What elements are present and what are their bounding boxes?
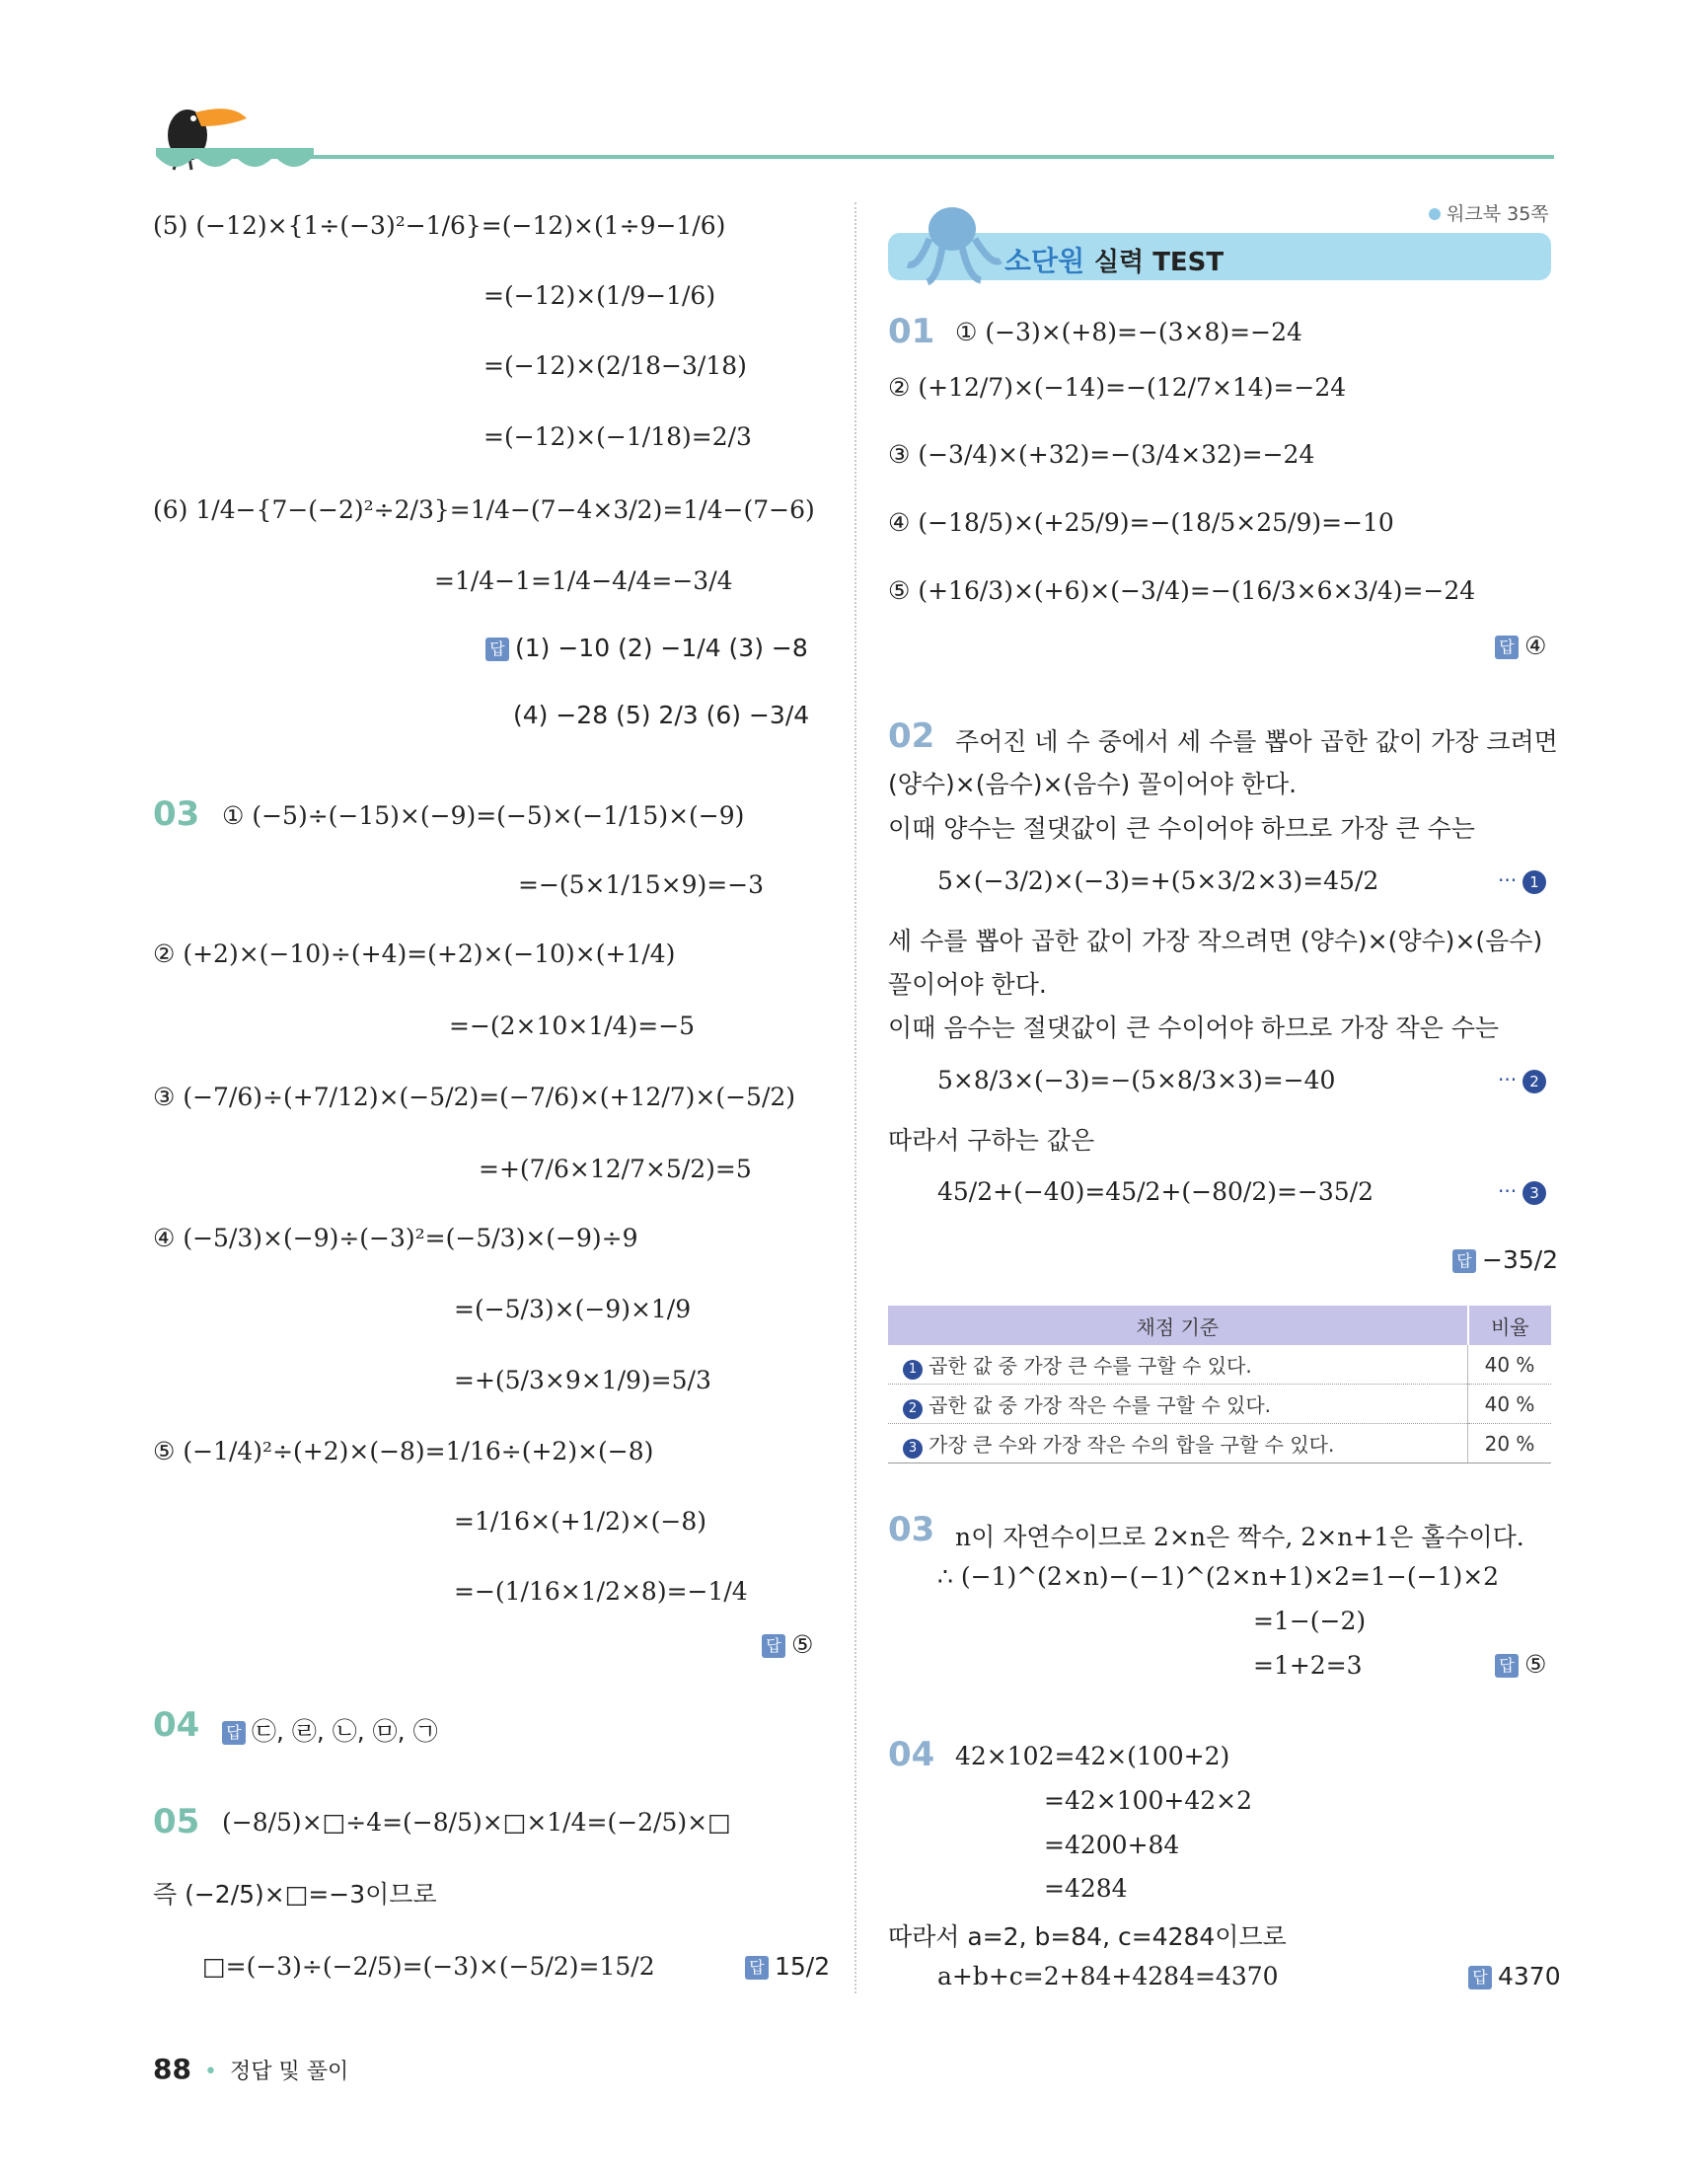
r-q02-text-4: 세 수를 뽑아 곱한 값이 가장 작으려면 (양수)×(양수)×(음수) <box>888 927 1543 955</box>
section-title-ko: 소단원 <box>1004 245 1085 277</box>
step-marker-icon: 1 <box>903 1360 923 1380</box>
step-marker-1: ··· 1 <box>1498 868 1546 894</box>
q05-number: 05 <box>153 1802 200 1841</box>
q03-line-5: ③ (−7/6)÷(+7/12)×(−5/2)=(−7/6)×(+12/7)×(−5/2) <box>153 1083 796 1111</box>
p6-line-2: =1/4−1=1/4−4/4=−3/4 <box>434 566 733 595</box>
q03-line-7: ④ (−5/3)×(−9)÷(−3)²=(−5/3)×(−9)÷9 <box>153 1224 638 1252</box>
page-footer <box>153 2053 348 2085</box>
r-q02-text-5: 꼴이어야 한다. <box>888 970 1047 999</box>
r-q02-text-2: (양수)×(음수)×(음수) 꼴이어야 한다. <box>888 770 1298 798</box>
r-q02-number: 02 <box>888 716 935 756</box>
footer-label: 정답 및 풀이 <box>229 2060 349 2084</box>
r-q04-line-6: a+b+c=2+84+4284=4370 <box>937 1962 1279 1990</box>
r-q02-eq-1: 5×(−3/2)×(−3)=+(5×3/2×3)=45/2 <box>937 866 1379 895</box>
scoring-criteria-table <box>888 1306 1551 1463</box>
answer-mark-icon: 답 <box>1495 1654 1519 1678</box>
r-q01-line-1: ① (−3)×(+8)=−(3×8)=−24 <box>955 318 1302 346</box>
q04-number: 04 <box>153 1705 200 1745</box>
step-marker-2: ··· 2 <box>1498 1068 1546 1093</box>
q03-line-3: ② (+2)×(−10)÷(+4)=(+2)×(−10)×(+1/4) <box>153 939 676 968</box>
r-q01-line-2: ② (+12/7)×(−14)=−(12/7×14)=−24 <box>888 373 1347 402</box>
r-q01-number: 01 <box>888 312 935 351</box>
criteria-text: 가장 큰 수와 가장 작은 수의 합을 구할 수 있다. <box>928 1432 1335 1457</box>
answer-text: −35/2 <box>1482 1245 1559 1274</box>
r-q04-line-3: =4200+84 <box>1044 1831 1180 1859</box>
q05-line-1: (−8/5)×□÷4=(−8/5)×□×1/4=(−2/5)×□ <box>222 1808 731 1837</box>
answer-text: ⑤ <box>791 1630 814 1659</box>
table-row <box>888 1345 1551 1385</box>
r-q02-text-6: 이때 음수는 절댓값이 큰 수이어야 하므로 가장 작은 수는 <box>888 1013 1500 1042</box>
q03-number: 03 <box>153 794 200 834</box>
r-q03-line-2: ∴ (−1)^(2×n)−(−1)^(2×n+1)×2=1−(−1)×2 <box>937 1562 1500 1591</box>
footer-bullet-icon: • <box>203 2060 217 2084</box>
criteria-header: 채점 기준 <box>888 1306 1468 1345</box>
r-q01-line-4: ④ (−18/5)×(+25/9)=−(18/5×25/9)=−10 <box>888 508 1394 537</box>
answer-text: 4370 <box>1498 1962 1561 1990</box>
q05-line-3: □=(−3)÷(−2/5)=(−3)×(−5/2)=15/2 <box>202 1952 655 1981</box>
r-q03-line-4: =1+2=3 <box>1253 1651 1363 1680</box>
r-q02-text-1: 주어진 네 수 중에서 세 수를 뽑아 곱한 값이 가장 크려면 <box>955 727 1558 756</box>
answer-mark-icon: 답 <box>485 638 509 661</box>
r-q04-answer <box>1468 1962 1561 1990</box>
bullet-icon <box>1429 208 1441 220</box>
r-q03-answer <box>1495 1650 1546 1679</box>
column-divider <box>854 202 856 1993</box>
q03-answer <box>762 1630 813 1659</box>
header-rule <box>173 155 1554 159</box>
answer-mark-icon: 답 <box>222 1721 246 1745</box>
criteria-text: 곱한 값 중 가장 큰 수를 구할 수 있다. <box>928 1353 1252 1378</box>
q03-line-1: ① (−5)÷(−15)×(−9)=(−5)×(−1/15)×(−9) <box>222 801 745 830</box>
q03-line-10: ⑤ (−1/4)²÷(+2)×(−8)=1/16÷(+2)×(−8) <box>153 1437 654 1465</box>
p5-line-1: (5) (−12)×{1÷(−3)²−1/6}=(−12)×(1÷9−1/6) <box>153 211 726 240</box>
q03-line-6: =+(7/6×12/7×5/2)=5 <box>479 1155 752 1183</box>
q03-line-11: =1/16×(+1/2)×(−8) <box>454 1507 707 1536</box>
r-q04-line-5: 따라서 a=2, b=84, c=4284이므로 <box>888 1922 1287 1951</box>
answer-text: ④ <box>1524 632 1547 660</box>
r-q03-number: 03 <box>888 1510 935 1549</box>
table-row <box>888 1385 1551 1424</box>
section-title-rest: 실력 TEST <box>1093 248 1225 277</box>
p5-line-2: =(−12)×(1/9−1/6) <box>483 281 716 310</box>
r-q04-line-4: =4284 <box>1044 1874 1128 1903</box>
r-q04-number: 04 <box>888 1735 935 1774</box>
criteria-rate: 20 % <box>1468 1424 1551 1463</box>
section-title <box>1004 240 1224 279</box>
q03-line-4: =−(2×10×1/4)=−5 <box>449 1012 696 1040</box>
answer-mark-icon: 답 <box>1495 636 1519 659</box>
answer-mark-icon: 답 <box>745 1956 769 1980</box>
r-q02-eq-3: 45/2+(−40)=45/2+(−80/2)=−35/2 <box>937 1177 1374 1206</box>
p5-line-4: =(−12)×(−1/18)=2/3 <box>483 422 752 451</box>
p5-line-3: =(−12)×(2/18−3/18) <box>483 351 747 380</box>
header-wave-decoration <box>156 148 314 176</box>
q05-line-2: 즉 (−2/5)×□=−3이므로 <box>153 1880 437 1909</box>
r-q02-text-3: 이때 양수는 절댓값이 큰 수이어야 하므로 가장 큰 수는 <box>888 814 1475 843</box>
q05-answer <box>745 1952 830 1981</box>
workbook-ref <box>1429 199 1549 226</box>
q03-line-8: =(−5/3)×(−9)×1/9 <box>454 1295 692 1323</box>
answer-mark-icon: 답 <box>1468 1966 1492 1989</box>
r-q02-text-7: 따라서 구하는 값은 <box>888 1126 1095 1155</box>
r-q01-answer <box>1495 632 1546 660</box>
r-q03-line-1: n이 자연수이므로 2×n은 짝수, 2×n+1은 홀수이다. <box>955 1523 1524 1551</box>
answer-text: ㉢, ㉣, ㉡, ㉤, ㉠ <box>252 1717 438 1746</box>
rate-header: 비율 <box>1468 1306 1551 1345</box>
answer-p1-3 <box>485 634 808 662</box>
octopus-icon <box>898 199 1006 288</box>
step-marker-icon: 2 <box>903 1399 923 1419</box>
q03-line-2: =−(5×1/15×9)=−3 <box>518 870 765 899</box>
criteria-rate: 40 % <box>1468 1385 1551 1424</box>
answer-mark-icon: 답 <box>1452 1249 1476 1273</box>
q04-answer <box>222 1712 438 1748</box>
answer-mark-icon: 답 <box>762 1634 785 1658</box>
answer-p4-6: (4) −28 (5) 2/3 (6) −3/4 <box>513 701 810 729</box>
q03-line-9: =+(5/3×9×1/9)=5/3 <box>454 1366 711 1394</box>
workbook-ref-text: 워크북 35쪽 <box>1447 203 1549 225</box>
r-q01-line-3: ③ (−3/4)×(+32)=−(3/4×32)=−24 <box>888 440 1315 469</box>
r-q04-line-1: 42×102=42×(100+2) <box>955 1742 1230 1770</box>
step-marker-3: ··· 3 <box>1498 1179 1546 1205</box>
answer-text: ⑤ <box>1524 1650 1547 1679</box>
page-number: 88 <box>153 2053 191 2085</box>
r-q01-line-5: ⑤ (+16/3)×(+6)×(−3/4)=−(16/3×6×3/4)=−24 <box>888 576 1476 605</box>
r-q02-answer <box>1452 1245 1558 1274</box>
r-q03-line-3: =1−(−2) <box>1253 1607 1367 1635</box>
criteria-rate: 40 % <box>1468 1345 1551 1385</box>
table-row <box>888 1424 1551 1463</box>
answer-text: (1) −10 (2) −1/4 (3) −8 <box>515 634 808 662</box>
step-marker-icon: 3 <box>903 1439 923 1459</box>
r-q04-line-2: =42×100+42×2 <box>1044 1786 1253 1815</box>
q03-line-12: =−(1/16×1/2×8)=−1/4 <box>454 1577 748 1606</box>
criteria-text: 곱한 값 중 가장 작은 수를 구할 수 있다. <box>928 1392 1272 1417</box>
r-q02-eq-2: 5×8/3×(−3)=−(5×8/3×3)=−40 <box>937 1066 1336 1094</box>
p6-line-1: (6) 1/4−{7−(−2)²÷2/3}=1/4−(7−4×3/2)=1/4−(7−6) <box>153 495 815 524</box>
answer-text: 15/2 <box>775 1952 831 1981</box>
